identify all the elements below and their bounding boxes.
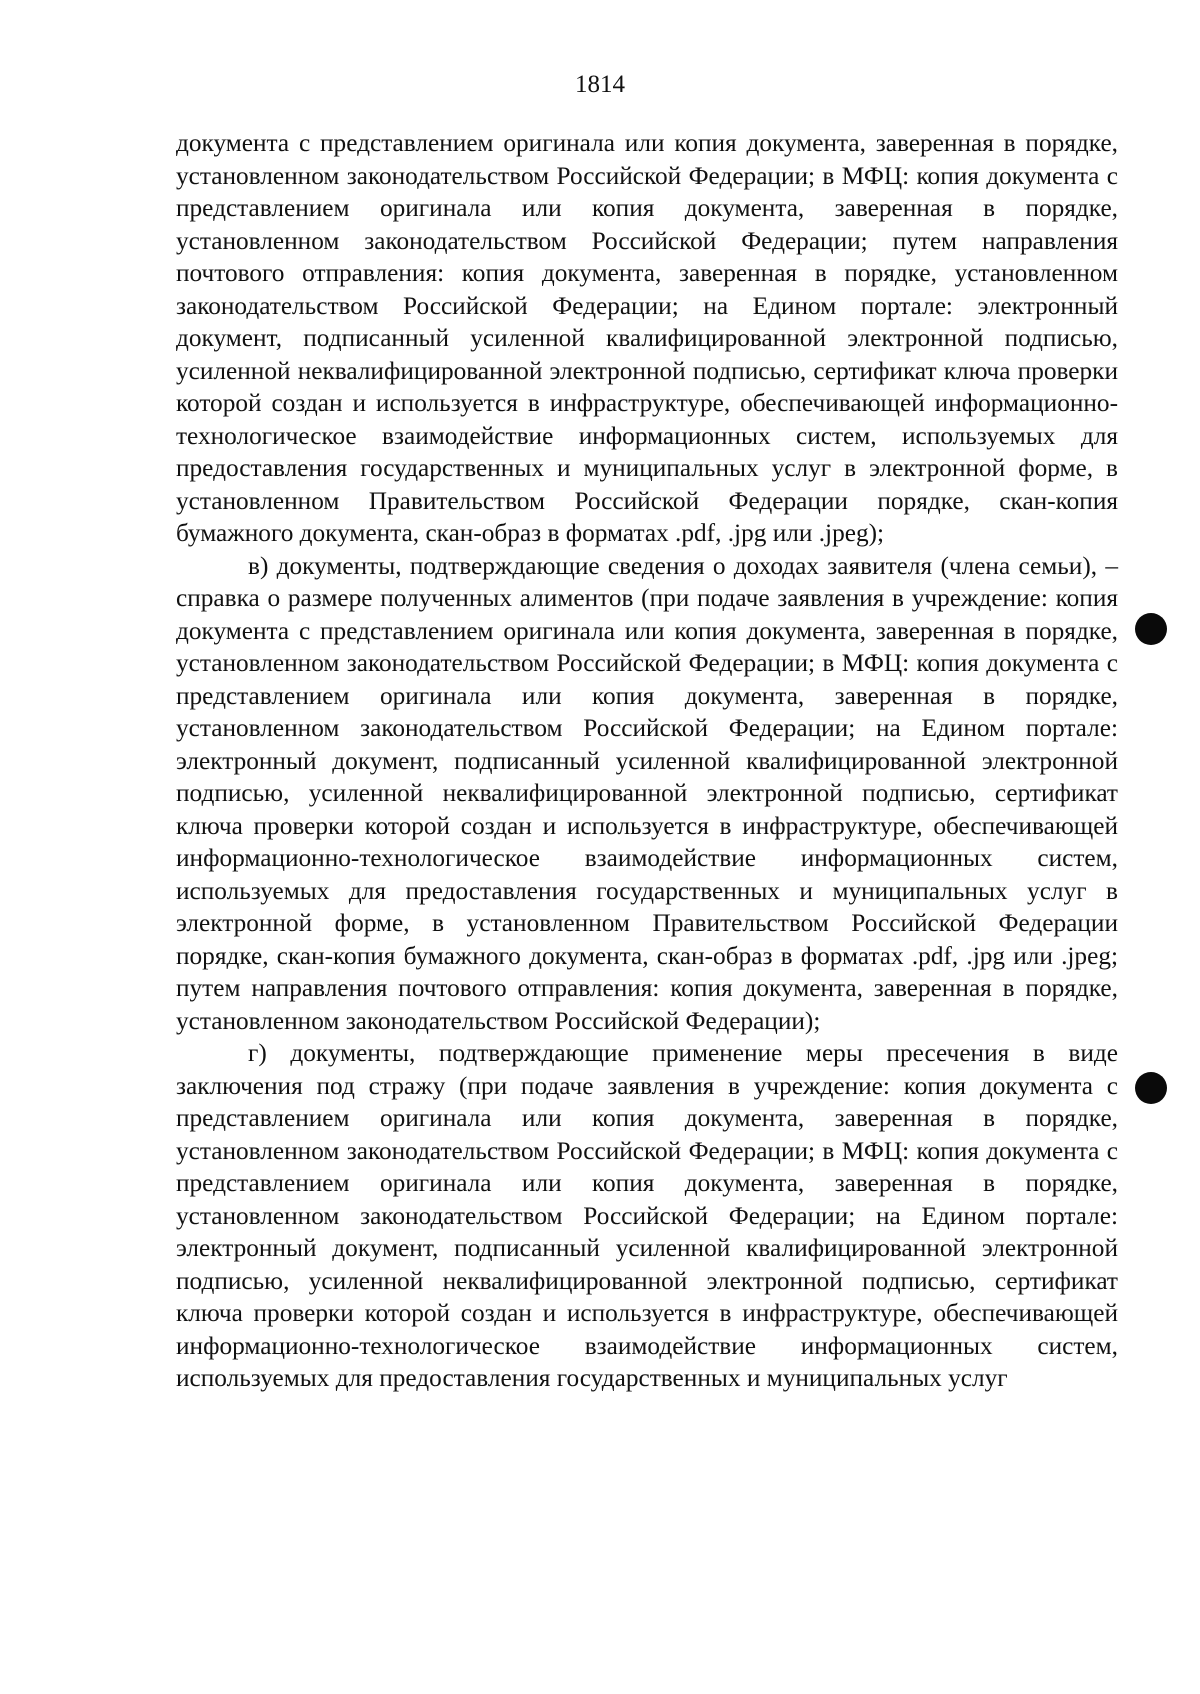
document-body — [176, 127, 1118, 1395]
paragraph-g: г) документы, подтверждающие применение меры пресечения в виде заключения под стражу (при подаче заявления в учреждение: копия документа с представлением оригинала или копия документа, заверенная в порядке, установленном законодательством Российской Федерации; в МФЦ: копия документа с представлением оригинала или копия документа, заверенная в порядке, установленном законодательством Российской Федерации; на Едином портале: электронный документ, подписанный усиленной квалифицированной электронной подписью, усиленной неквалифицированной электронной подписью, сертификат ключа проверки которой создан и используется в инфраструктуре, обеспечивающей информационно-технологическое взаимодействие информационных систем, используемых для предоставления государственных и муниципальных услуг — [176, 1039, 1118, 1392]
paragraph-continuation: документа с представлением оригинала или копия документа, заверенная в порядке, установленном законодательством Российской Федерации; в МФЦ: копия документа с представлением оригинала или копия документа, заверенная в порядке, установленном законодательством Российской Федерации; путем направления почтового отправления: копия документа, заверенная в порядке, установленном законодательством Российской Федерации; на Едином портале: электронный документ, подписанный усиленной квалифицированной электронной подписью, усиленной неквалифицированной электронной подписью, сертификат ключа проверки которой создан и используется в инфраструктуре, обеспечивающей информационно-технологическое взаимодействие информационных систем, используемых для предоставления государственных и муниципальных услуг в электронной форме, в установленном Правительством Российской Федерации порядке, скан-копия бумажного документа, скан-образ в форматах .pdf, .jpg или .jpeg); — [176, 129, 1118, 547]
paragraph-v: в) документы, подтверждающие сведения о доходах заявителя (члена семьи), – справка о размере полученных алиментов (при подаче заявления в учреждение: копия документа с представлением оригинала или копия документа, заверенная в порядке, установленном законодательством Российской Федерации; в МФЦ: копия документа с представлением оригинала или копия документа, заверенная в порядке, установленном законодательством Российской Федерации; на Едином портале: электронный документ, подписанный усиленной квалифицированной электронной подписью, усиленной неквалифицированной электронной подписью, сертификат ключа проверки которой создан и используется в инфраструктуре, обеспечивающей информационно-технологическое взаимодействие информационных систем, используемых для предоставления государственных и муниципальных услуг в электронной форме, в установленном Правительством Российской Федерации порядке, скан-копия бумажного документа, скан-образ в форматах .pdf, .jpg или .jpeg; путем направления почтового отправления: копия документа, заверенная в порядке, установленном законодательством Российской Федерации); — [176, 551, 1118, 1035]
page-number: 1814 — [575, 71, 625, 98]
punch-hole-mark — [1135, 1072, 1167, 1104]
punch-hole-mark — [1135, 613, 1167, 645]
